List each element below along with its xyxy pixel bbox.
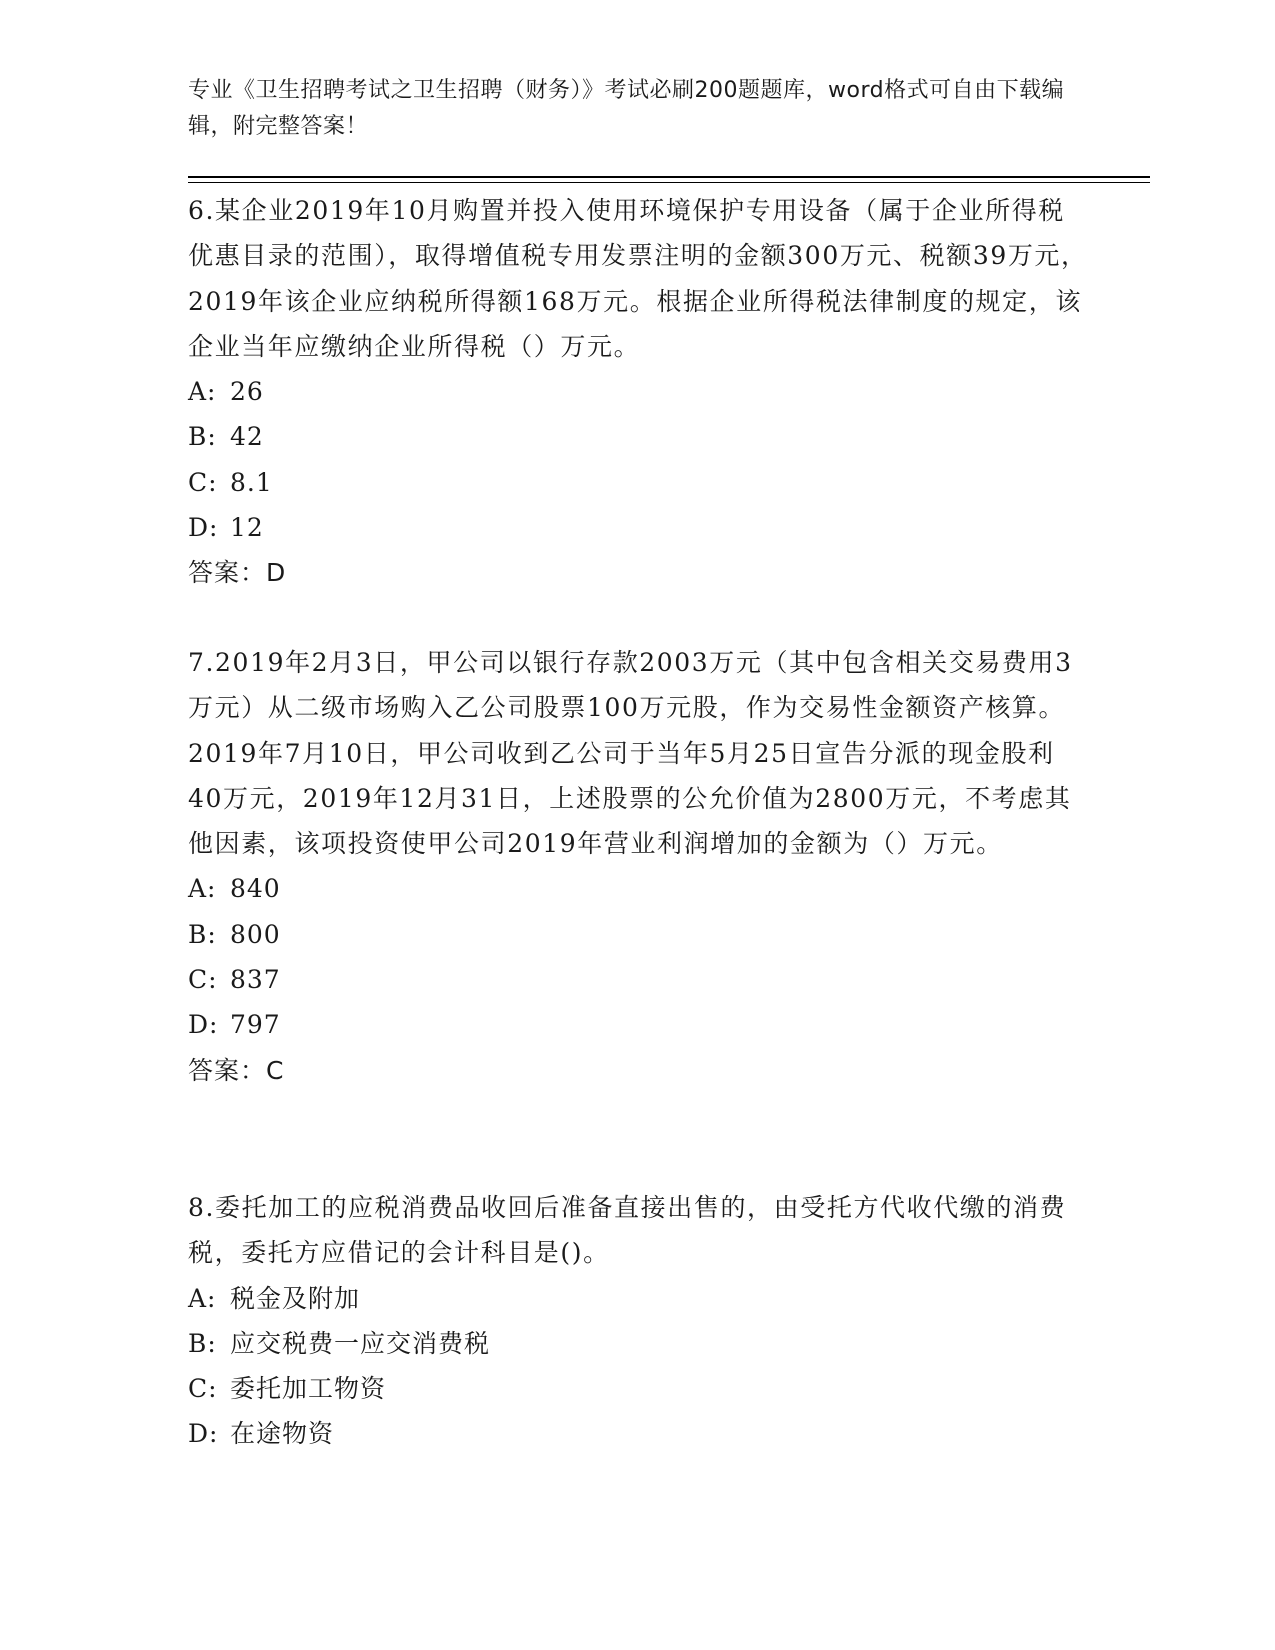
option-b [188,414,1088,459]
option-a [188,1276,1088,1321]
option-key: A: [188,1283,217,1313]
option-a [188,369,1088,414]
option-text: 800 [230,919,281,949]
answer: 答案：C [188,1055,285,1085]
option-text: 26 [230,377,264,407]
question-stem: 8.委托加工的应税消费品收回后准备直接出售的，由受托方代收代缴的消费税，委托方应借记的会计科目是()。 [188,1193,1067,1268]
option-key: D: [188,1010,219,1040]
option-key: B: [188,422,217,452]
document-header: 专业《卫生招聘考试之卫生招聘（财务）》考试必刷200题题库，word格式可自由下载编辑，附完整答案！ [188,78,1065,139]
option-d [188,505,1088,550]
option-a [188,866,1088,911]
option-key: C: [188,965,218,995]
question-6 [188,188,1088,596]
option-b [188,912,1088,957]
option-key: B: [188,919,217,949]
option-text: 42 [230,422,264,452]
answer: 答案：D [188,558,287,588]
question-8 [188,1185,1088,1457]
option-key: B: [188,1328,217,1358]
option-key: A: [188,874,217,904]
option-key: D: [188,513,219,543]
option-key: C: [188,1374,218,1404]
option-d [188,1002,1088,1047]
option-text: 837 [230,965,281,995]
option-key: C: [188,467,218,497]
question-stem: 6.某企业2019年10月购置并投入使用环境保护专用设备（属于企业所得税优惠目录的范围），取得增值税专用发票注明的金额300万元、税额39万元，2019年该企业应纳税所得额168万元。根据企业所得税法律制度的规定，该企业当年应缴纳企业所得税（）万元。 [188,196,1088,361]
option-text: 12 [230,513,264,543]
option-c [188,1366,1088,1411]
header-divider-thin [188,182,1150,183]
option-d [188,1411,1088,1456]
option-text: 797 [230,1010,281,1040]
option-text: 8.1 [230,467,273,497]
option-c [188,460,1088,505]
option-c [188,957,1088,1002]
option-text: 税金及附加 [230,1283,361,1313]
option-key: A: [188,377,217,407]
option-key: D: [188,1419,219,1449]
option-b [188,1321,1088,1366]
header-divider-thick [188,176,1150,178]
option-text: 840 [230,874,281,904]
option-text: 在途物资 [230,1419,335,1449]
question-7 [188,640,1088,1093]
question-stem: 7.2019年2月3日，甲公司以银行存款2003万元（其中包含相关交易费用3万元）从二级市场购入乙公司股票100万元股，作为交易性金额资产核算。2019年7月10日，甲公司收到乙公司于当年5月25日宣告分派的现金股利40万元，2019年12月31日，上述股票的公允价值为2800万元，不考虑其他因素，该项投资使甲公司2019年营业利润增加的金额为（）万元。 [188,648,1073,859]
option-text: 委托加工物资 [230,1374,387,1404]
option-text: 应交税费一应交消费税 [230,1328,491,1358]
